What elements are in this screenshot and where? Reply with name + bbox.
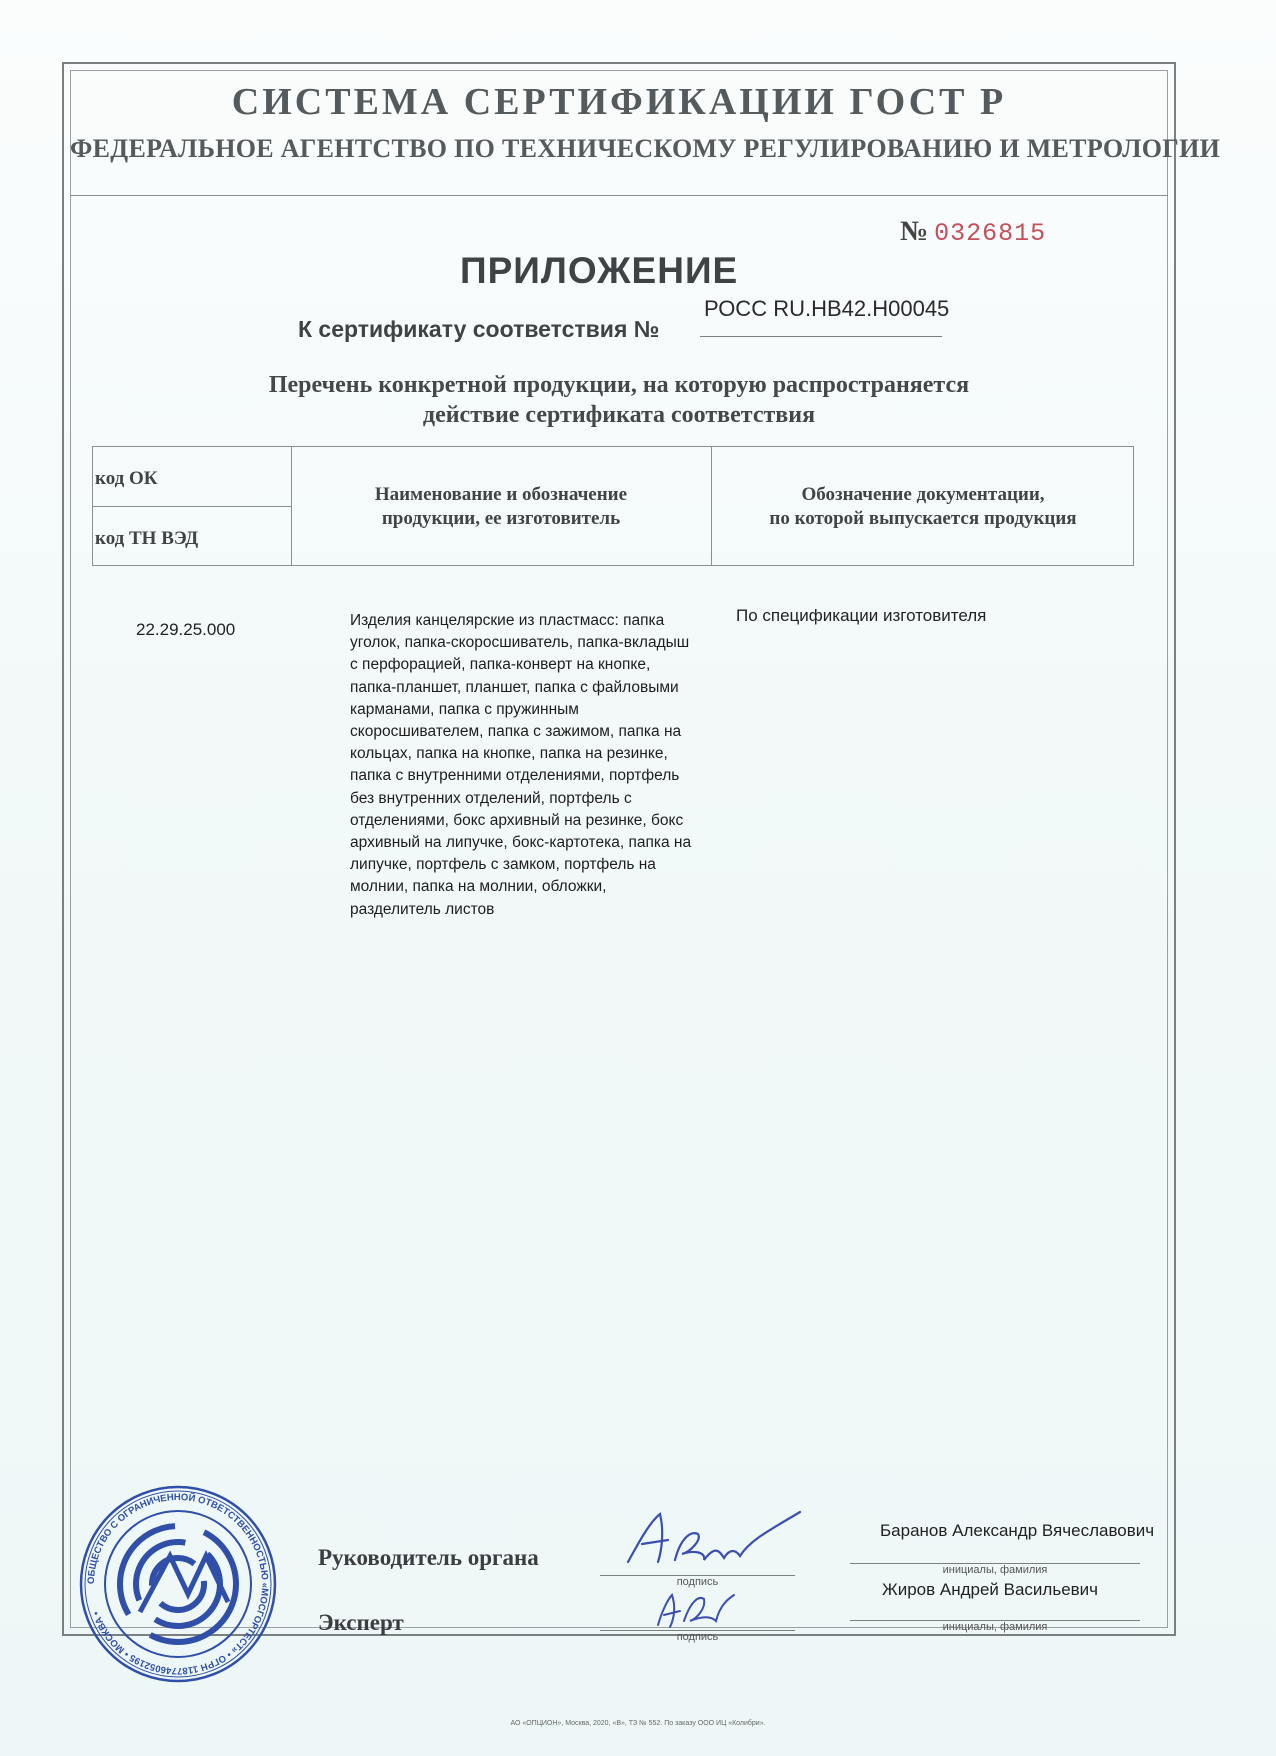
header-product-line-2: продукции, ее изготовитель	[381, 508, 621, 529]
head-of-body-label: Руководитель органа	[318, 1545, 539, 1570]
agency-title: ФЕДЕРАЛЬНОЕ АГЕНТСТВО ПО ТЕХНИЧЕСКОМУ РЕГУЛИРОВАНИЮ И МЕТРОЛОГИИ	[70, 134, 1221, 163]
header-code-tnved: код ТН ВЭД	[95, 528, 199, 549]
expert-signature	[650, 1585, 740, 1635]
product-description-line: с перфорацией, папка-конверт на кнопке,	[350, 656, 651, 674]
product-description-line: без внутренних отделений, портфель с	[350, 789, 632, 807]
printer-footnote: АО «ОПЦИОН», Москва, 2020, «В», ТЗ № 552. По заказу ООО ИЦ «Колибри».	[510, 1720, 766, 1727]
product-description-line: карманами, папка с пружинным	[350, 700, 579, 718]
expert-label: Эксперт	[318, 1610, 404, 1635]
organization-stamp	[78, 1484, 278, 1684]
product-description-line: отделениями, бокс архивный на резинке, бокс	[350, 811, 684, 829]
code-cell-divider	[93, 506, 291, 507]
product-description-line: папка-планшет, планшет, папка с файловыми	[350, 678, 679, 696]
product-description-line: скоросшивателем, папка с зажимом, папка на	[350, 723, 682, 741]
product-description-line: кольцах, папка на кнопке, папка на резинке,	[350, 745, 668, 763]
list-title-line-1: Перечень конкретной продукции, на которую распространяется	[268, 372, 970, 398]
header-code-ok: код ОК	[95, 468, 158, 489]
product-description-line: молнии, папка на молнии, обложки,	[350, 878, 607, 896]
head-name-caption: инициалы, фамилия	[942, 1564, 1048, 1576]
product-description-line: уголок, папка-скоросшиватель, папка-вкладыш	[350, 634, 690, 652]
certificate-number: РОСС RU.НВ42.Н00045	[704, 296, 950, 321]
header-docs	[711, 483, 1135, 531]
row-code-value: 22.29.25.000	[136, 620, 236, 639]
table-header	[92, 446, 1134, 566]
product-description-line: архивный на липучке, бокс-картотека, папка на	[350, 834, 692, 852]
document-title: ПРИЛОЖЕНИЕ	[460, 250, 739, 291]
form-serial-number	[900, 216, 1046, 248]
header-product	[291, 483, 711, 531]
header-docs-line-2: по которой выпускается продукция	[769, 508, 1077, 529]
certificate-label: К сертификату соответствия №	[298, 316, 660, 342]
stamp-ring-text: ОБЩЕСТВО С ОГРАНИЧЕННОЙ ОТВЕТСТВЕННОСТЬЮ «МОСГОРТЕСТ» • ОГРН 1187746052195 • МОСКВА •	[85, 1491, 271, 1677]
header-divider	[70, 195, 1168, 196]
product-list-title	[70, 370, 1168, 430]
head-signature-caption: подпись	[676, 1576, 719, 1588]
row-product-description	[350, 610, 730, 921]
expert-name: Жиров Андрей Васильевич	[882, 1580, 1099, 1599]
expert-signature-caption: подпись	[676, 1631, 719, 1643]
row-docs-value: По спецификации изготовителя	[736, 606, 987, 625]
list-title-line-2: действие сертификата соответствия	[422, 402, 816, 428]
number-sign: №	[900, 216, 929, 247]
certificate-number-underline	[700, 336, 942, 337]
head-name: Баранов Александр Вячеславович	[880, 1521, 1155, 1540]
serial-digits: 0326815	[934, 219, 1047, 248]
header-docs-line-1: Обозначение документации,	[801, 484, 1045, 505]
system-title: СИСТЕМА СЕРТИФИКАЦИИ ГОСТ Р	[231, 81, 1007, 123]
product-description-line: Изделия канцелярские из пластмасс: папка	[350, 612, 665, 629]
expert-name-caption: инициалы, фамилия	[942, 1621, 1048, 1633]
header-product-line-1: Наименование и обозначение	[374, 484, 628, 505]
product-description-line: разделитель листов	[350, 900, 495, 918]
head-signature	[620, 1500, 810, 1580]
product-description-line: папка с внутренними отделениями, портфель	[350, 767, 680, 785]
product-description-line: липучке, портфель с замком, портфель на	[350, 856, 656, 874]
svg-text:ОБЩЕСТВО С ОГРАНИЧЕННОЙ ОТВЕТС	[86, 1492, 270, 1676]
